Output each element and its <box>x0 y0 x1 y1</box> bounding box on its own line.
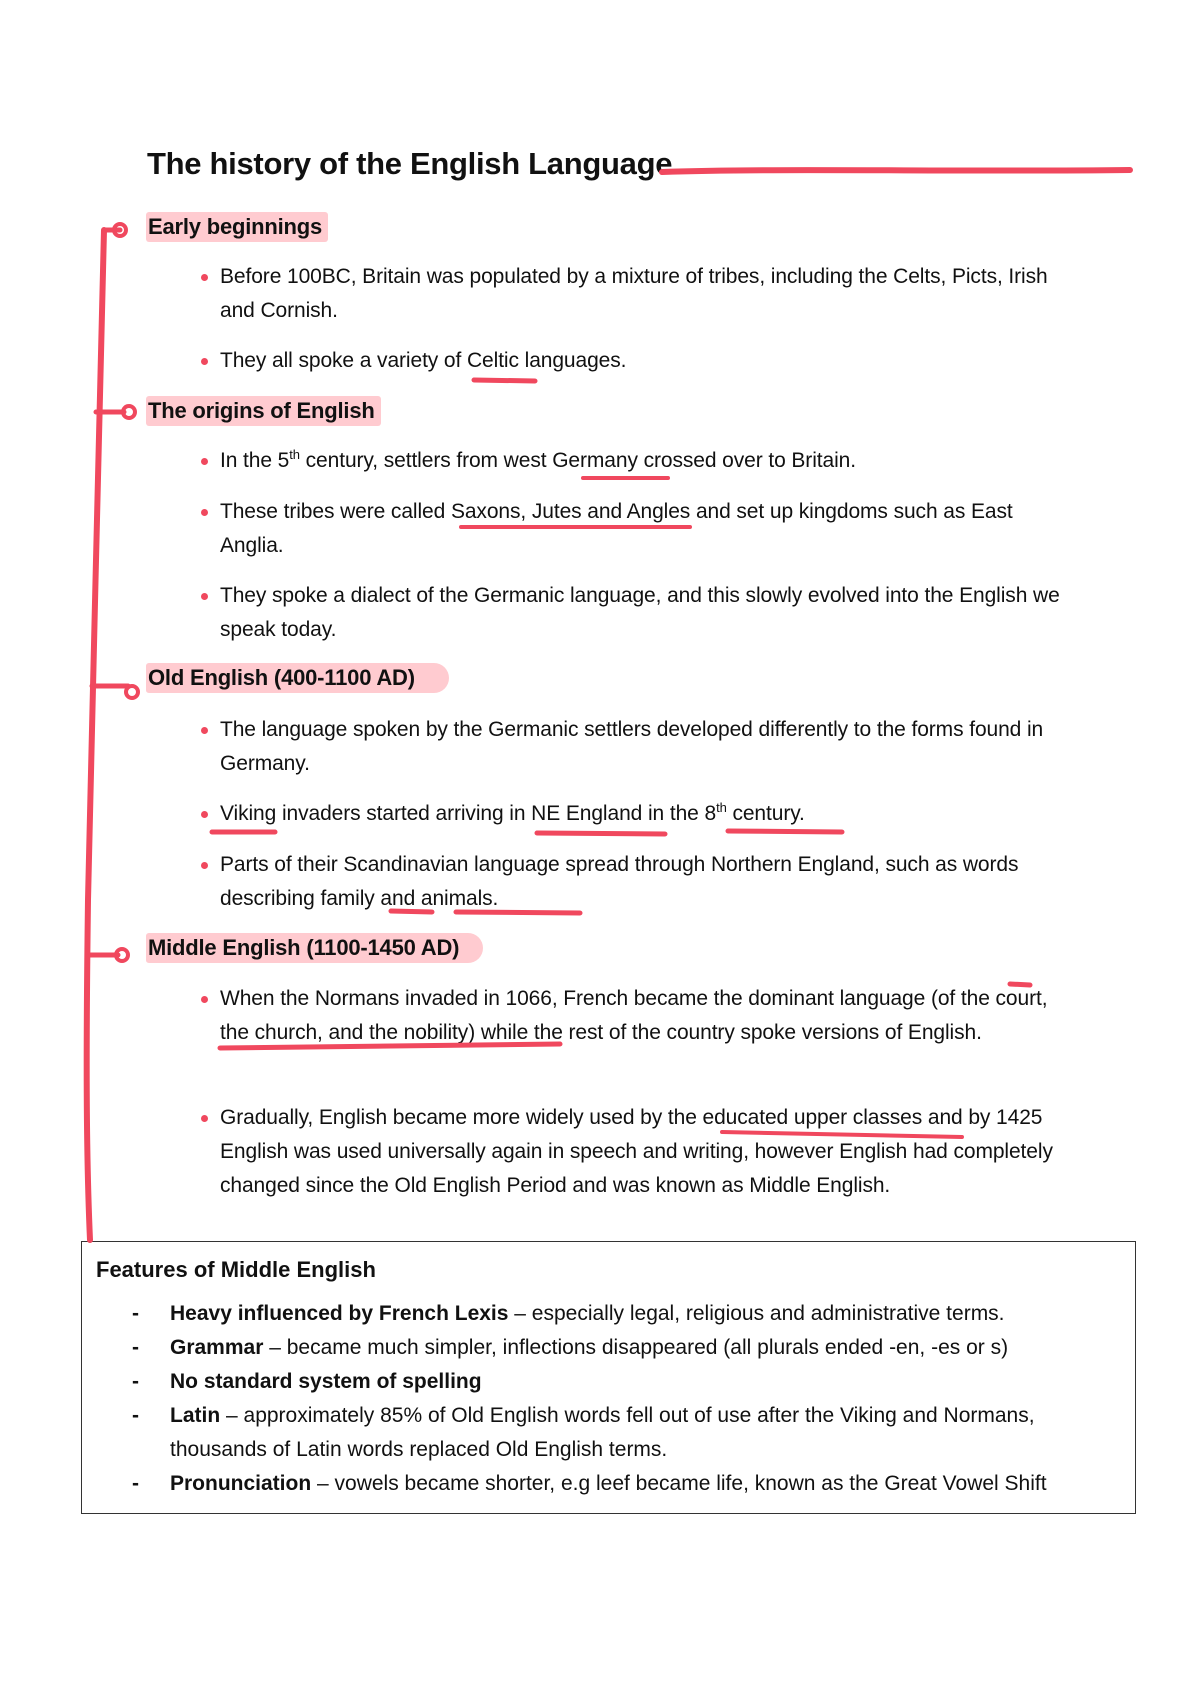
bullet-dot <box>201 593 208 600</box>
bullet-text: Before 100BC, Britain was populated by a mixture of tribes, including the Celts, Picts, Irish and Cornish. <box>220 265 1048 322</box>
bullet-text: These tribes were called Saxons, Jutes and Angles and set up kingdoms such as East Anglia. <box>220 500 1013 557</box>
feature-desc: – approximately 85% of Old English words fell out of use after the Viking and Normans, thousands of Latin words replaced Old English terms. <box>170 1404 1035 1461</box>
bullet-dot <box>201 996 208 1003</box>
feature-desc: – vowels became shorter, e.g leef became life, known as the Great Vowel Shift <box>311 1472 1047 1495</box>
bullet-text: century, settlers from west Germany crossed over to Britain. <box>299 449 856 472</box>
bullet-text: Viking invaders started arriving in NE England in the 8 <box>220 802 717 825</box>
ordinal-suffix: th <box>289 447 300 462</box>
features-title: Features of Middle English <box>96 1257 376 1282</box>
heading-old-english: Old English (400-1100 AD) <box>146 663 449 693</box>
feature-term: Pronunciation <box>170 1472 312 1495</box>
list-item <box>220 848 1080 916</box>
feature-item <box>132 1399 1110 1467</box>
list-item <box>220 444 1080 478</box>
dash-marker: - <box>132 1370 139 1393</box>
dash-marker: - <box>132 1336 139 1359</box>
feature-item <box>132 1331 1110 1365</box>
timeline-node <box>116 949 128 961</box>
bullet-dot <box>201 1115 208 1122</box>
feature-item <box>132 1297 1110 1331</box>
bullet-text: The language spoken by the Germanic settlers developed differently to the forms found in Germany. <box>220 718 1044 775</box>
list-item <box>220 344 1080 378</box>
timeline-node <box>114 224 126 236</box>
feature-desc: – especially legal, religious and administrative terms. <box>508 1302 1005 1325</box>
bullet-text: They spoke a dialect of the Germanic language, and this slowly evolved into the English we speak today. <box>220 584 1060 641</box>
list-item <box>220 982 1080 1050</box>
bullet-text: Parts of their Scandinavian language spread through Northern England, such as words describing family and animals. <box>220 853 1019 910</box>
ordinal-suffix: th <box>716 800 727 815</box>
list-item <box>220 495 1080 563</box>
bullet-dot <box>201 274 208 281</box>
dash-marker: - <box>132 1302 139 1325</box>
bullet-dot <box>201 509 208 516</box>
feature-term: No standard system of spelling <box>170 1370 482 1393</box>
heading-origins-of-english: The origins of English <box>146 396 381 426</box>
list-item <box>220 260 1080 328</box>
heading-early-beginnings: Early beginnings <box>146 212 328 242</box>
bullet-text: When the Normans invaded in 1066, French became the dominant language (of the court, the church, and the nobility) while the rest of the country spoke versions of English. <box>220 987 1048 1044</box>
dash-marker: - <box>132 1404 139 1427</box>
features-box <box>81 1241 1136 1514</box>
dash-marker: - <box>132 1472 139 1495</box>
feature-term: Latin <box>170 1404 221 1427</box>
list-item <box>220 579 1080 647</box>
timeline-node <box>126 686 138 698</box>
title-underline-stroke <box>662 170 1130 172</box>
bullet-dot <box>201 862 208 869</box>
bullet-dot <box>201 727 208 734</box>
timeline-line <box>87 230 104 1240</box>
list-item <box>220 1101 1080 1203</box>
underline-celtic <box>474 380 535 381</box>
bullet-dot <box>201 811 208 818</box>
underline-ne-england <box>537 833 665 834</box>
bullet-dot <box>201 358 208 365</box>
bullet-text: In the 5 <box>220 449 290 472</box>
bullet-text: Gradually, English became more widely used by the educated upper classes and by 1425 English was used universally again in speech and writing, however English had completely changed since the Old English Period and was known as Middle English. <box>220 1106 1053 1197</box>
bullet-text: century. <box>726 802 805 825</box>
list-item <box>220 713 1080 781</box>
underline-8th-century <box>728 831 842 832</box>
feature-term: Heavy influenced by French Lexis <box>170 1302 509 1325</box>
bullet-dot <box>201 458 208 465</box>
feature-term: Grammar <box>170 1336 264 1359</box>
feature-desc: – became much simpler, inflections disappeared (all plurals ended -en, -es or s) <box>263 1336 1009 1359</box>
feature-item <box>132 1365 1110 1399</box>
list-item <box>220 797 1080 831</box>
heading-middle-english: Middle English (1100-1450 AD) <box>146 933 483 963</box>
page-title: The history of the English Language <box>147 146 673 181</box>
timeline-node <box>123 406 135 418</box>
feature-item <box>132 1467 1110 1501</box>
bullet-text: They all spoke a variety of Celtic languages. <box>220 349 627 372</box>
